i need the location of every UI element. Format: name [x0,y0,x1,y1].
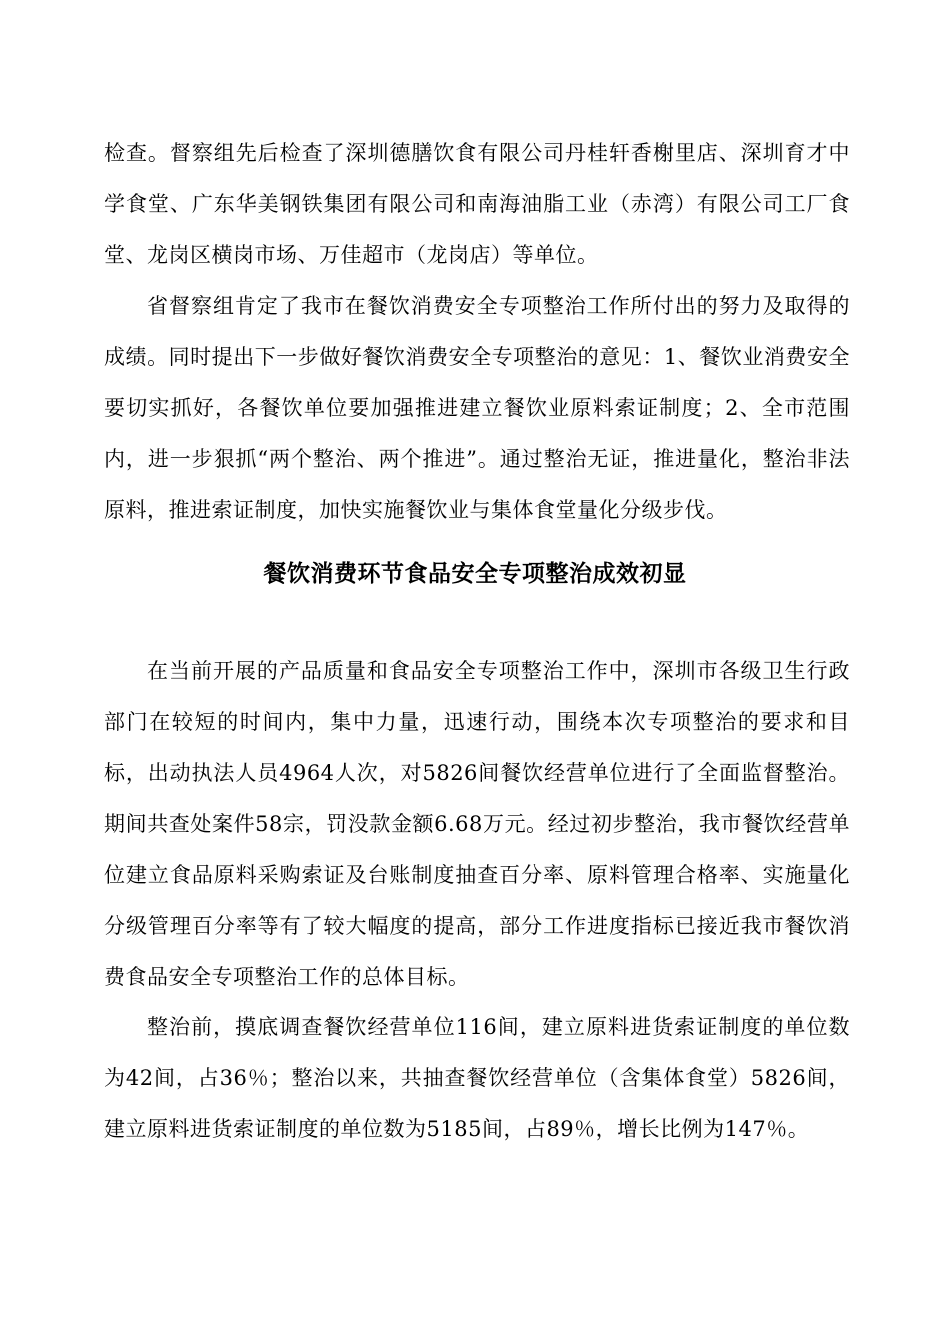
body-paragraph-statistics: 整治前，摸底调查餐饮经营单位116间，建立原料进货索证制度的单位数为42间，占36％；整治以来，共抽查餐饮经营单位（含集体食堂）5826间，建立原料进货索证制度的单位数为5185间，占89％，增长比例为147％。 [104,1015,850,1141]
section-title: 餐饮消费环节食品安全专项整治成效初显 [263,561,687,587]
body-paragraph-rectification-results: 在当前开展的产品质量和食品安全专项整治工作中，深圳市各级卫生行政部门在较短的时间内，集中力量，迅速行动，围绕本次专项整治的要求和目标，出动执法人员4964人次，对5826间餐饮经营单位进行了全面监督整治。期间共查处案件58宗，罚没款金额6.68万元。经过初步整治，我市餐饮经营单位建立食品原料采购索证及台账制度抽查百分率、原料管理合格率、实施量化分级管理百分率等有了较大幅度的提高，部分工作进度指标已接近我市餐饮消费食品安全专项整治工作的总体目标。 [104,659,850,989]
body-paragraph-inspection-sites: 检查。督察组先后检查了深圳德膳饮食有限公司丹桂轩香榭里店、深圳育才中学食堂、广东华美钢铁集团有限公司和南海油脂工业（赤湾）有限公司工厂食堂、龙岗区横岗市场、万佳超市（龙岗店）等单位。 [104,141,850,267]
body-paragraph-inspection-opinions: 省督察组肯定了我市在餐饮消费安全专项整治工作所付出的努力及取得的成绩。同时提出下一步做好餐饮消费安全专项整治的意见：1、餐饮业消费安全要切实抓好，各餐饮单位要加强推进建立餐饮业原料索证制度；2、全市范围内，进一步狠抓“两个整治、两个推进”。通过整治无证，推进量化，整治非法原料，推进索证制度，加快实施餐饮业与集体食堂量化分级步伐。 [104,294,850,522]
